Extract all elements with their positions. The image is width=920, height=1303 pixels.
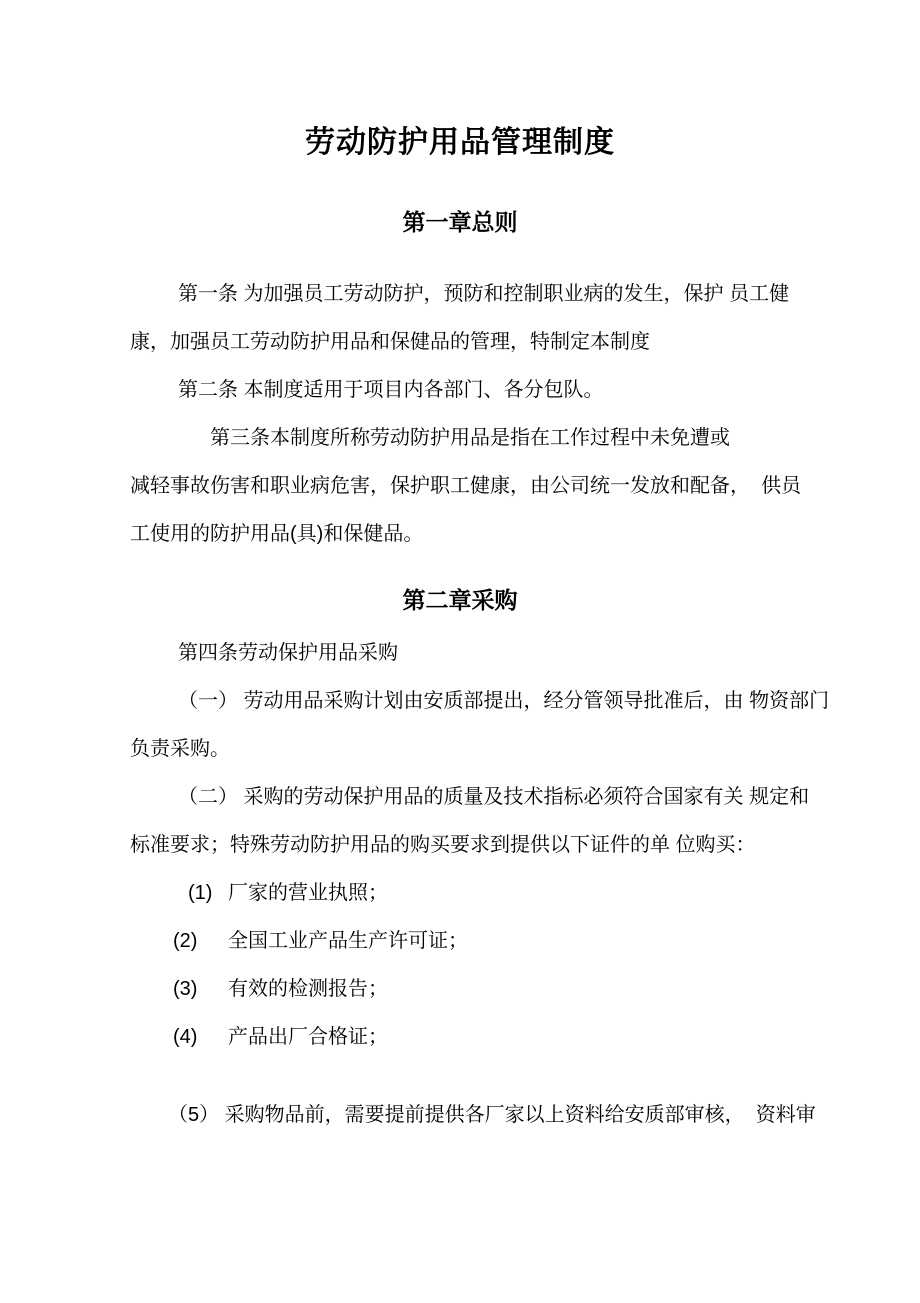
- chapter-heading: 第一章总则: [402, 209, 518, 235]
- list-item-text: 产品出厂合格证；: [228, 1026, 388, 1048]
- chapter-heading: 第二章采购: [402, 587, 518, 613]
- text-line: 减轻事故伤害和职业病危害，保护职工健康，由公司统一发放和配备， 供员: [130, 475, 802, 497]
- text-line: （5） 采购物品前，需要提前提供各厂家以上资料给安质部审核， 资料审: [168, 1104, 816, 1126]
- text-line: 负责采购。: [130, 738, 230, 760]
- list-item-marker: (3): [173, 978, 198, 1000]
- text-line: 第三条本制度所称劳动防护用品是指在工作过程中未免遭或: [210, 427, 730, 449]
- text-line: （二） 采购的劳动保护用品的质量及技术指标必须符合国家有关 规定和: [178, 786, 810, 808]
- list-item-text: 全国工业产品生产许可证；: [228, 930, 468, 952]
- text-line: 标准要求；特殊劳动防护用品的购买要求到提供以下证件的单 位购买：: [130, 834, 756, 856]
- list-item-marker: (2): [173, 930, 198, 952]
- list-item-text: 厂家的营业执照；: [228, 882, 388, 904]
- list-item: [130, 1013, 790, 1061]
- list-item-marker: (4): [173, 1026, 198, 1048]
- list-item: [130, 869, 790, 917]
- list-item: [130, 917, 790, 965]
- text-line: 第二条 本制度适用于项目内各部门、各分包队。: [178, 379, 604, 401]
- text-line: 第四条劳动保护用品采购: [178, 642, 398, 664]
- text-line: 工使用的防护用品(具)和保健品。: [130, 523, 424, 545]
- document-title: 劳动防护用品管理制度: [305, 126, 615, 159]
- list-item-marker: (1): [188, 882, 213, 904]
- text-line: （一） 劳动用品采购计划由安质部提出，经分管领导批准后，由 物资部门: [178, 690, 830, 712]
- text-line: 第一条 为加强员工劳动防护，预防和控制职业病的发生，保护 员工健: [178, 283, 790, 305]
- paragraph-spacer: [130, 1061, 790, 1091]
- list-item-text: 有效的检测报告；: [228, 978, 388, 1000]
- list-item: [130, 965, 790, 1013]
- text-line: 康，加强员工劳动防护用品和保健品的管理，特制定本制度: [130, 331, 650, 353]
